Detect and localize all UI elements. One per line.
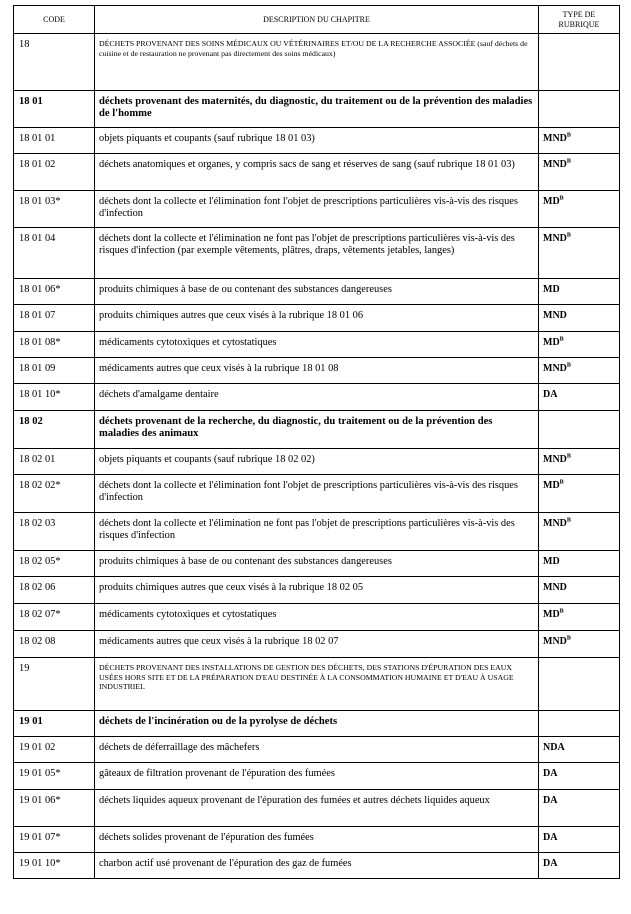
table-row	[14, 711, 620, 737]
table-header-row	[14, 6, 620, 34]
row-code: 18 01 07	[14, 305, 95, 332]
row-type	[539, 305, 620, 332]
row-type	[539, 513, 620, 551]
row-type	[539, 191, 620, 228]
row-type	[539, 711, 620, 737]
row-type	[539, 658, 620, 711]
table-row	[14, 332, 620, 358]
row-type-superscript: B	[566, 132, 571, 139]
row-description: DÉCHETS PROVENANT DES SOINS MÉDICAUX OU VÉTÉRINAIRES ET/OU DE LA RECHERCHE ASSOCIÉE (sauf déchets de cuisine et de restauration ne provenant pas directement des soins médicaux)	[95, 34, 539, 91]
table-row	[14, 475, 620, 513]
row-type-superscript: B	[566, 517, 571, 524]
row-type-superscript: B	[559, 608, 564, 615]
table-row	[14, 763, 620, 790]
table-row	[14, 513, 620, 551]
row-description: objets piquants et coupants (sauf rubrique 18 01 03)	[95, 128, 539, 154]
row-description: objets piquants et coupants (sauf rubrique 18 02 02)	[95, 449, 539, 475]
table-row	[14, 853, 620, 879]
row-type	[539, 853, 620, 879]
row-type-superscript: B	[566, 158, 571, 165]
row-description: déchets dont la collecte et l'élimination font l'objet de prescriptions particulières vis-à-vis des risques d'infection	[95, 191, 539, 228]
row-code: 18 02 06	[14, 577, 95, 604]
row-type-value: DA	[543, 389, 558, 400]
row-type	[539, 154, 620, 191]
row-type	[539, 384, 620, 411]
row-type	[539, 332, 620, 358]
row-type	[539, 475, 620, 513]
row-type-value: MD	[543, 480, 560, 491]
row-type-superscript: B	[559, 479, 564, 486]
waste-code-table	[13, 5, 620, 879]
row-description: médicaments cytotoxiques et cytostatiques	[95, 332, 539, 358]
row-type	[539, 34, 620, 91]
row-type	[539, 91, 620, 128]
header-type-line2: RUBRIQUE	[558, 19, 600, 29]
table-row	[14, 631, 620, 658]
table-row	[14, 658, 620, 711]
row-type-value: MD	[543, 196, 560, 207]
row-description: déchets de l'incinération ou de la pyrolyse de déchets	[95, 711, 539, 737]
row-type	[539, 411, 620, 449]
row-type-superscript: B	[566, 232, 571, 239]
row-type-value: MND	[543, 363, 567, 374]
table-row	[14, 604, 620, 631]
row-code: 18 01 10*	[14, 384, 95, 411]
table-row	[14, 790, 620, 827]
row-type-superscript: B	[559, 336, 564, 343]
row-description: déchets anatomiques et organes, y compris sacs de sang et réserves de sang (sauf rubrique 18 01 03)	[95, 154, 539, 191]
table-row	[14, 411, 620, 449]
row-type-value: MD	[543, 609, 560, 620]
table-row	[14, 154, 620, 191]
row-type-value: MND	[543, 518, 567, 529]
row-type-value: MND	[543, 454, 567, 465]
table-row	[14, 91, 620, 128]
row-code: 18	[14, 34, 95, 91]
row-type	[539, 631, 620, 658]
row-description: charbon actif usé provenant de l'épuration des gaz de fumées	[95, 853, 539, 879]
row-code: 19 01 06*	[14, 790, 95, 827]
row-description: déchets solides provenant de l'épuration des fumées	[95, 827, 539, 853]
table-row	[14, 449, 620, 475]
row-type	[539, 737, 620, 763]
row-code: 18 01 01	[14, 128, 95, 154]
row-description: médicaments autres que ceux visés à la rubrique 18 02 07	[95, 631, 539, 658]
table-row	[14, 358, 620, 384]
row-type-value: MND	[543, 233, 567, 244]
row-description: déchets de déferraillage des mâchefers	[95, 737, 539, 763]
row-code: 18 01 06*	[14, 279, 95, 305]
row-type-value: MND	[543, 159, 567, 170]
row-description: déchets liquides aqueux provenant de l'épuration des fumées et autres déchets liquides aqueux	[95, 790, 539, 827]
row-description: gâteaux de filtration provenant de l'épuration des fumées	[95, 763, 539, 790]
row-type	[539, 358, 620, 384]
row-description: produits chimiques à base de ou contenant des substances dangereuses	[95, 551, 539, 577]
row-type-value: NDA	[543, 742, 565, 753]
row-type-value: DA	[543, 795, 558, 806]
row-code: 18 01 09	[14, 358, 95, 384]
row-code: 18 02 05*	[14, 551, 95, 577]
row-code: 19 01 10*	[14, 853, 95, 879]
row-type-value: DA	[543, 858, 558, 869]
header-description: DESCRIPTION DU CHAPITRE	[95, 6, 539, 34]
row-type-superscript: B	[566, 453, 571, 460]
header-type	[539, 6, 620, 34]
row-type-superscript: B	[559, 195, 564, 202]
row-type	[539, 763, 620, 790]
row-type	[539, 551, 620, 577]
row-description: produits chimiques à base de ou contenant des substances dangereuses	[95, 279, 539, 305]
row-type-value: MD	[543, 284, 560, 295]
row-code: 18 02 07*	[14, 604, 95, 631]
row-type	[539, 790, 620, 827]
table-row	[14, 577, 620, 604]
row-type-value: MND	[543, 310, 567, 321]
row-description: déchets dont la collecte et l'élimination ne font pas l'objet de prescriptions particulières vis-à-vis des risques d'infection	[95, 513, 539, 551]
row-code: 18 02 02*	[14, 475, 95, 513]
row-description: déchets provenant de la recherche, du diagnostic, du traitement ou de la prévention des maladies des animaux	[95, 411, 539, 449]
row-code: 18 02 08	[14, 631, 95, 658]
table-row	[14, 305, 620, 332]
row-description: déchets dont la collecte et l'élimination ne font pas l'objet de prescriptions particulières vis-à-vis des risques d'infection (par exemple vêtements, plâtres, draps, vêtements jetables, langes)	[95, 228, 539, 279]
row-description: médicaments cytotoxiques et cytostatiques	[95, 604, 539, 631]
table-row	[14, 737, 620, 763]
row-type-value: MND	[543, 582, 567, 593]
row-description: déchets dont la collecte et l'élimination font l'objet de prescriptions particulières vis-à-vis des risques d'infection	[95, 475, 539, 513]
row-code: 19	[14, 658, 95, 711]
row-code: 19 01 02	[14, 737, 95, 763]
row-code: 19 01 07*	[14, 827, 95, 853]
row-code: 18 01	[14, 91, 95, 128]
row-code: 18 01 08*	[14, 332, 95, 358]
row-type-value: MD	[543, 556, 560, 567]
row-code: 18 02	[14, 411, 95, 449]
row-code: 19 01 05*	[14, 763, 95, 790]
row-description: déchets provenant des maternités, du diagnostic, du traitement ou de la prévention des maladies de l'homme	[95, 91, 539, 128]
row-type-superscript: B	[566, 635, 571, 642]
row-code: 18 01 03*	[14, 191, 95, 228]
table-row	[14, 34, 620, 91]
table-body	[14, 34, 620, 879]
row-type	[539, 228, 620, 279]
row-code: 18 02 01	[14, 449, 95, 475]
table-row	[14, 128, 620, 154]
row-type	[539, 449, 620, 475]
row-type-value: DA	[543, 832, 558, 843]
row-type	[539, 128, 620, 154]
row-description: produits chimiques autres que ceux visés à la rubrique 18 02 05	[95, 577, 539, 604]
table-row	[14, 551, 620, 577]
table-row	[14, 228, 620, 279]
row-description: produits chimiques autres que ceux visés à la rubrique 18 01 06	[95, 305, 539, 332]
table-row	[14, 191, 620, 228]
table-row	[14, 384, 620, 411]
row-type-value: DA	[543, 768, 558, 779]
row-description: médicaments autres que ceux visés à la rubrique 18 01 08	[95, 358, 539, 384]
row-code: 18 02 03	[14, 513, 95, 551]
table-row	[14, 279, 620, 305]
row-type-value: MND	[543, 636, 567, 647]
row-description: déchets d'amalgame dentaire	[95, 384, 539, 411]
row-type	[539, 279, 620, 305]
row-type-value: MND	[543, 133, 567, 144]
row-description: DÉCHETS PROVENANT DES INSTALLATIONS DE GESTION DES DÉCHETS, DES STATIONS D'ÉPURATION DES EAUX USÉES HORS SITE ET DE LA PRÉPARATION D'EAU DESTINÉE À LA CONSOMMATION HUMAINE ET D'EAU À USAGE INDUSTRIEL	[95, 658, 539, 711]
row-type-value: MD	[543, 337, 560, 348]
row-type	[539, 604, 620, 631]
row-code: 18 01 04	[14, 228, 95, 279]
row-type-superscript: B	[566, 362, 571, 369]
row-code: 19 01	[14, 711, 95, 737]
row-code: 18 01 02	[14, 154, 95, 191]
row-type	[539, 827, 620, 853]
header-code: CODE	[14, 6, 95, 34]
header-type-line1: TYPE DE	[562, 10, 596, 19]
row-type	[539, 577, 620, 604]
table-row	[14, 827, 620, 853]
